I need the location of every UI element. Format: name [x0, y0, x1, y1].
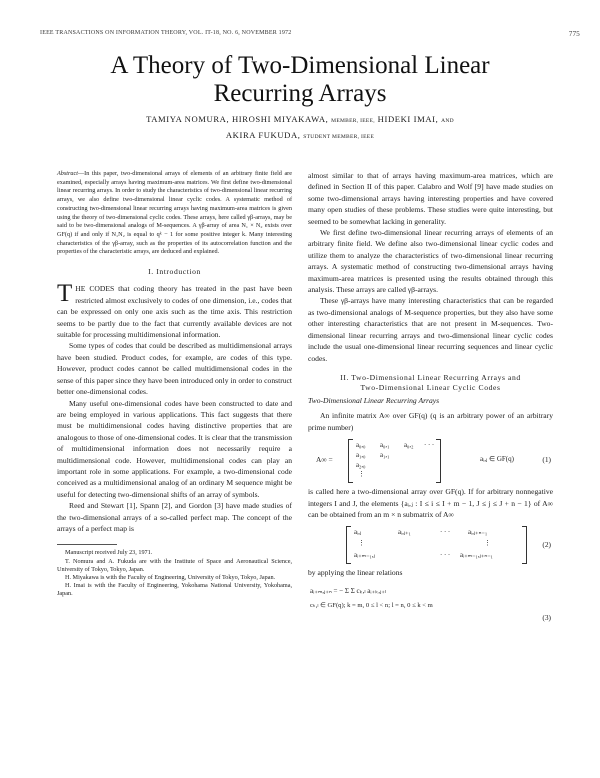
sec2-paragraph-1: An infinite matrix A∞ over GF(q) (q is an arbitrary power of an arbitrary prime number) — [308, 411, 553, 432]
matrix-cell: ⋮ — [484, 540, 491, 548]
matrix-cell: ⋮ — [358, 540, 365, 548]
intro-paragraph-1: THE CODES that coding theory has treated in the past have been restricted almost exclusively to codes of one dimension, i.e., codes that can be expressed on only one axis such as the time axis. This restriction seems to be partly due to the fact that currently available devices are not suitable for processing multidimensional information. — [57, 280, 292, 340]
section-heading-2: II. Two-Dimensional Linear Recurring Arrays and Two-Dimensional Linear Cyclic Codes — [340, 372, 521, 392]
sec2-paragraph-2: is called here a two-dimensional array over GF(q). If for arbitrary nonnegative integers I and J, the elements {aᵢ,ⱼ : I ≤ i ≤ I + m − 1, J ≤ j ≤ J + n − 1} of A∞ can be obtained from an m × n submatrix of A∞ — [308, 487, 553, 519]
equation-2 — [308, 524, 553, 564]
right-column — [308, 170, 553, 626]
matrix-cell: a₀,₂ — [404, 442, 414, 450]
footnote-affiliation-2: H. Miyakawa is with the Faculty of Engineering, University of Tokyo, Tokyo, Japan. — [65, 573, 276, 581]
footnotes — [57, 549, 292, 598]
abstract-lead: Abstract — [57, 170, 78, 177]
footnote-affiliation-1: T. Nomura and A. Fukuda are with the Institute of Space and Aeronautical Science, University of Tokyo, Tokyo, Japan. — [57, 557, 292, 573]
matrix-cell: aᵢ₊ₘ₋₁,ⱼ₊ₙ₋₁ — [460, 552, 494, 560]
footnote-affiliation-3: H. Imai is with the Faculty of Engineering, Yokohama National University, Yokohama, Japan. — [57, 582, 292, 598]
matrix-cell: · · · — [440, 529, 451, 537]
matrix-cell: a₀,₀ — [356, 442, 366, 450]
equation-1-condition: aᵢ,ⱼ ∈ GF(q) — [480, 455, 514, 464]
footnote-received: Manuscript received July 23, 1971. — [65, 549, 153, 557]
left-bracket — [346, 526, 351, 564]
equation-3 — [308, 582, 553, 626]
matrix-cell: a₂,₀ — [356, 462, 366, 470]
equation-number-3: (3) — [542, 612, 551, 622]
title-line-1: A Theory of Two-Dimensional Linear — [110, 52, 490, 79]
matrix-cell: aᵢ,ⱼ — [354, 529, 362, 537]
left-bracket — [348, 439, 353, 483]
right-paragraph-3: These γβ-arrays have many interesting characteristics that can be regarded as two-dimensional analogs of M-sequence properties, but they also have some other interesting characteristics that are not present in M-sequences. Two-dimensional linear recurring arrays and two-dimensional linear cyclic codes include the usual one-dimensional linear recurring sequences and linear cyclic codes. — [308, 296, 553, 363]
author-line-2: AKIRA FUKUDA, STUDENT MEMBER, IEEE — [225, 130, 375, 140]
right-paragraph-2: We first define two-dimensional linear recurring arrays of elements of an arbitrary finite field. We define also two-dimensional linear cyclic codes and utilize them to analyze the characteristics of two-dimensional linear recurring arrays. A systematic method of constructing two-dimensional arrays having maximum-area matrices is presented using the results obtained through this analysis. These arrays are called γβ-arrays. — [308, 228, 553, 295]
matrix-cell: aᵢ,ⱼ₊₁ — [398, 529, 411, 537]
page-number: 775 — [568, 30, 580, 38]
section-heading-introduction: I. Introduction — [148, 267, 201, 277]
matrix-cell: aᵢ,ⱼ₊ₙ₋₁ — [468, 529, 488, 537]
journal-info: IEEE TRANSACTIONS ON INFORMATION THEORY, VOL. IT-18, NO. 6, NOVEMBER 1972 — [40, 30, 292, 36]
right-paragraph-1: almost similar to that of arrays having maximum-area matrices, which are defined in Section II of this paper. Calabro and Wolf [9] have made studies on some two-dimensional arrays having interesting properties and have covered many open studies of these problems. These studies were quite interesting, but seemed to be somewhat lacking in generality. — [308, 171, 553, 226]
matrix-cell: a₀,₁ — [380, 442, 390, 450]
intro-paragraph-4: Reed and Stewart [1], Spann [2], and Gordon [3] have made studies of the two-dimensional arrays of a so-called perfect map. The concept of the arrays of a perfect map is — [57, 501, 292, 533]
equation-number-2: (2) — [542, 540, 551, 550]
abstract — [57, 170, 292, 257]
equation-number-1: (1) — [542, 455, 551, 465]
matrix-cell: aᵢ₊ₘ₋₁,ⱼ — [354, 552, 375, 560]
abstract-text: —In this paper, two-dimensional arrays of elements of an arbitrary finite field are examined, especially arrays having maximum-area matrices. We first define two-dimensional linear recurring arrays. In order to study the characteristics of two-dimensional linear recurring arrays, we also define two-dimensional linear cyclic codes. A systematic method of constructing two-dimensional linear recurring arrays having maximum-area matrices is given using the theory of two-dimensional cyclic codes. These arrays, here called γβ-arrays, may be said to be two-dimensional analogs of M-sequences. A γβ-array of area N₁ × N₂ exists over GF(q) if and only if N₁N₂ is equal to qᵏ − 1 for some positive integer k. Many interesting characteristics of the γβ-array, such as the properties of its autocorrelation function and the properties of the characteristic arrays, are deduced and explained. — [57, 170, 292, 256]
intro-paragraph-2: Some types of codes that could be described as multidimensional arrays have been studied. Product codes, for example, are codes of this type. However, product codes cannot be called multidimensional codes in the sense of this paper since they have been introduced only in order to construct better one-dimensional codes. — [57, 341, 292, 397]
equation-3-line-1: aᵢ₊ₘ,ⱼ₊ₙ = − Σ Σ cₖ,ₗ aᵢ₊ₖ,ⱼ₊ₗ — [310, 586, 387, 595]
equation-1 — [308, 437, 553, 483]
equation-1-lhs: A∞ = — [316, 455, 333, 465]
left-column — [57, 170, 292, 599]
matrix-cell: ⋮ — [358, 471, 365, 479]
matrix-cell: · · · — [440, 552, 451, 560]
author-block — [0, 112, 600, 144]
subsection-heading: Two-Dimensional Linear Recurring Arrays — [308, 395, 440, 405]
footnote-divider — [57, 544, 117, 545]
author-line-1: TAMIYA NOMURA, HIROSHI MIYAKAWA, MEMBER, IEEE, HIDEKI IMAI, AND — [146, 114, 454, 124]
drop-cap: T — [57, 280, 73, 308]
right-bracket — [436, 439, 441, 483]
sec2-paragraph-3: by applying the linear relations — [308, 568, 403, 578]
right-bracket — [522, 526, 527, 564]
running-head — [40, 30, 580, 36]
matrix-cell: · · · — [424, 442, 435, 450]
matrix-cell: a₁,₁ — [380, 452, 390, 460]
matrix-cell: a₁,₀ — [356, 452, 366, 460]
equation-3-line-2: cₖ,ₗ ∈ GF(q); k = m, 0 ≤ l < n; l = n, 0 ≤ k < m — [310, 601, 433, 609]
title-line-2: Recurring Arrays — [213, 80, 387, 107]
intro-paragraph-3: Many useful one-dimensional codes have been constructed to date and are being employed in various applications. This fact suggests that there must be multidimensional codes having distinctive properties that are analogous to those of one-dimensional codes. It is clear that the transmission of multidimensional information does not necessarily require a multidimensional code. However, multidimensional codes can play an important role in some applications. For example, a two-dimensional code conceived as a multidimensional analog of an ordinary M sequence might be useful for detecting two-dimensional shifts of an array of symbols. — [57, 398, 292, 499]
paper-title — [0, 52, 600, 108]
